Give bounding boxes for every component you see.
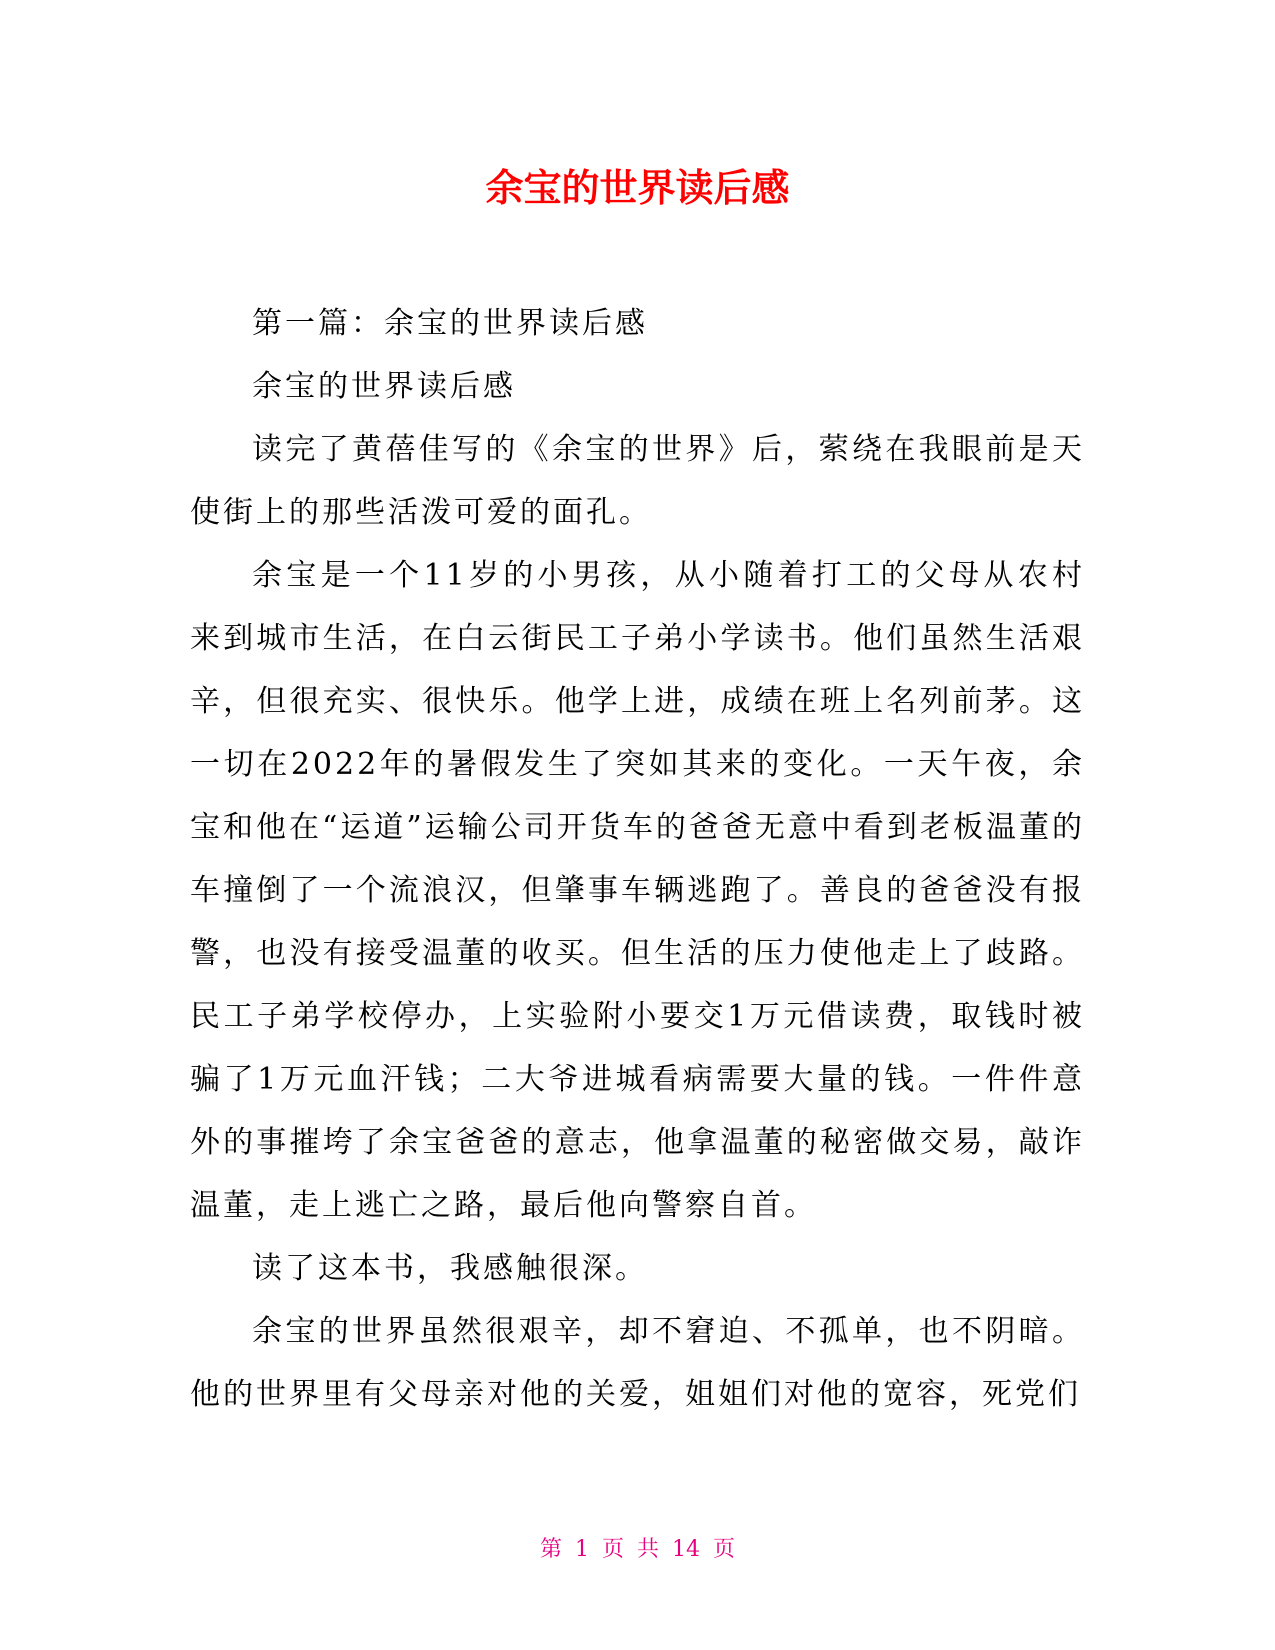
paragraph: 读完了黄蓓佳写的《余宝的世界》后，萦绕在我眼前是天使街上的那些活泼可爱的面孔。 — [190, 432, 1085, 530]
paragraph: 余宝的世界读后感 — [252, 369, 516, 404]
document-body — [190, 292, 1085, 1426]
document-title: 余宝的世界读后感 — [485, 166, 790, 210]
paragraph: 第一篇：余宝的世界读后感 — [252, 306, 648, 341]
page-number-footer: 第 1 页 共 14 页 — [540, 1537, 735, 1562]
paragraph: 读了这本书，我感触很深。 — [252, 1251, 648, 1286]
paragraph: 余宝是一个11岁的小男孩，从小随着打工的父母从农村来到城市生活，在白云街民工子弟小学读书。他们虽然生活艰辛，但很充实、很快乐。他学上进，成绩在班上名列前茅。这一切在2022年的暑假发生了突如其来的变化。一天午夜，余宝和他在“运道”运输公司开货车的爸爸无意中看到老板温董的车撞倒了一个流浪汉，但肇事车辆逃跑了。善良的爸爸没有报警，也没有接受温董的收买。但生活的压力使他走上了歧路。民工子弟学校停办，上实验附小要交1万元借读费，取钱时被骗了1万元血汗钱；二大爷进城看病需要大量的钱。一件件意外的事摧垮了余宝爸爸的意志，他拿温董的秘密做交易，敲诈温董，走上逃亡之路，最后他向警察自首。 — [190, 558, 1085, 1223]
paragraph: 余宝的世界虽然很艰辛，却不窘迫、不孤单，也不阴暗。他的世界里有父母亲对他的关爱，姐姐们对他的宽容，死党们 — [190, 1314, 1085, 1412]
